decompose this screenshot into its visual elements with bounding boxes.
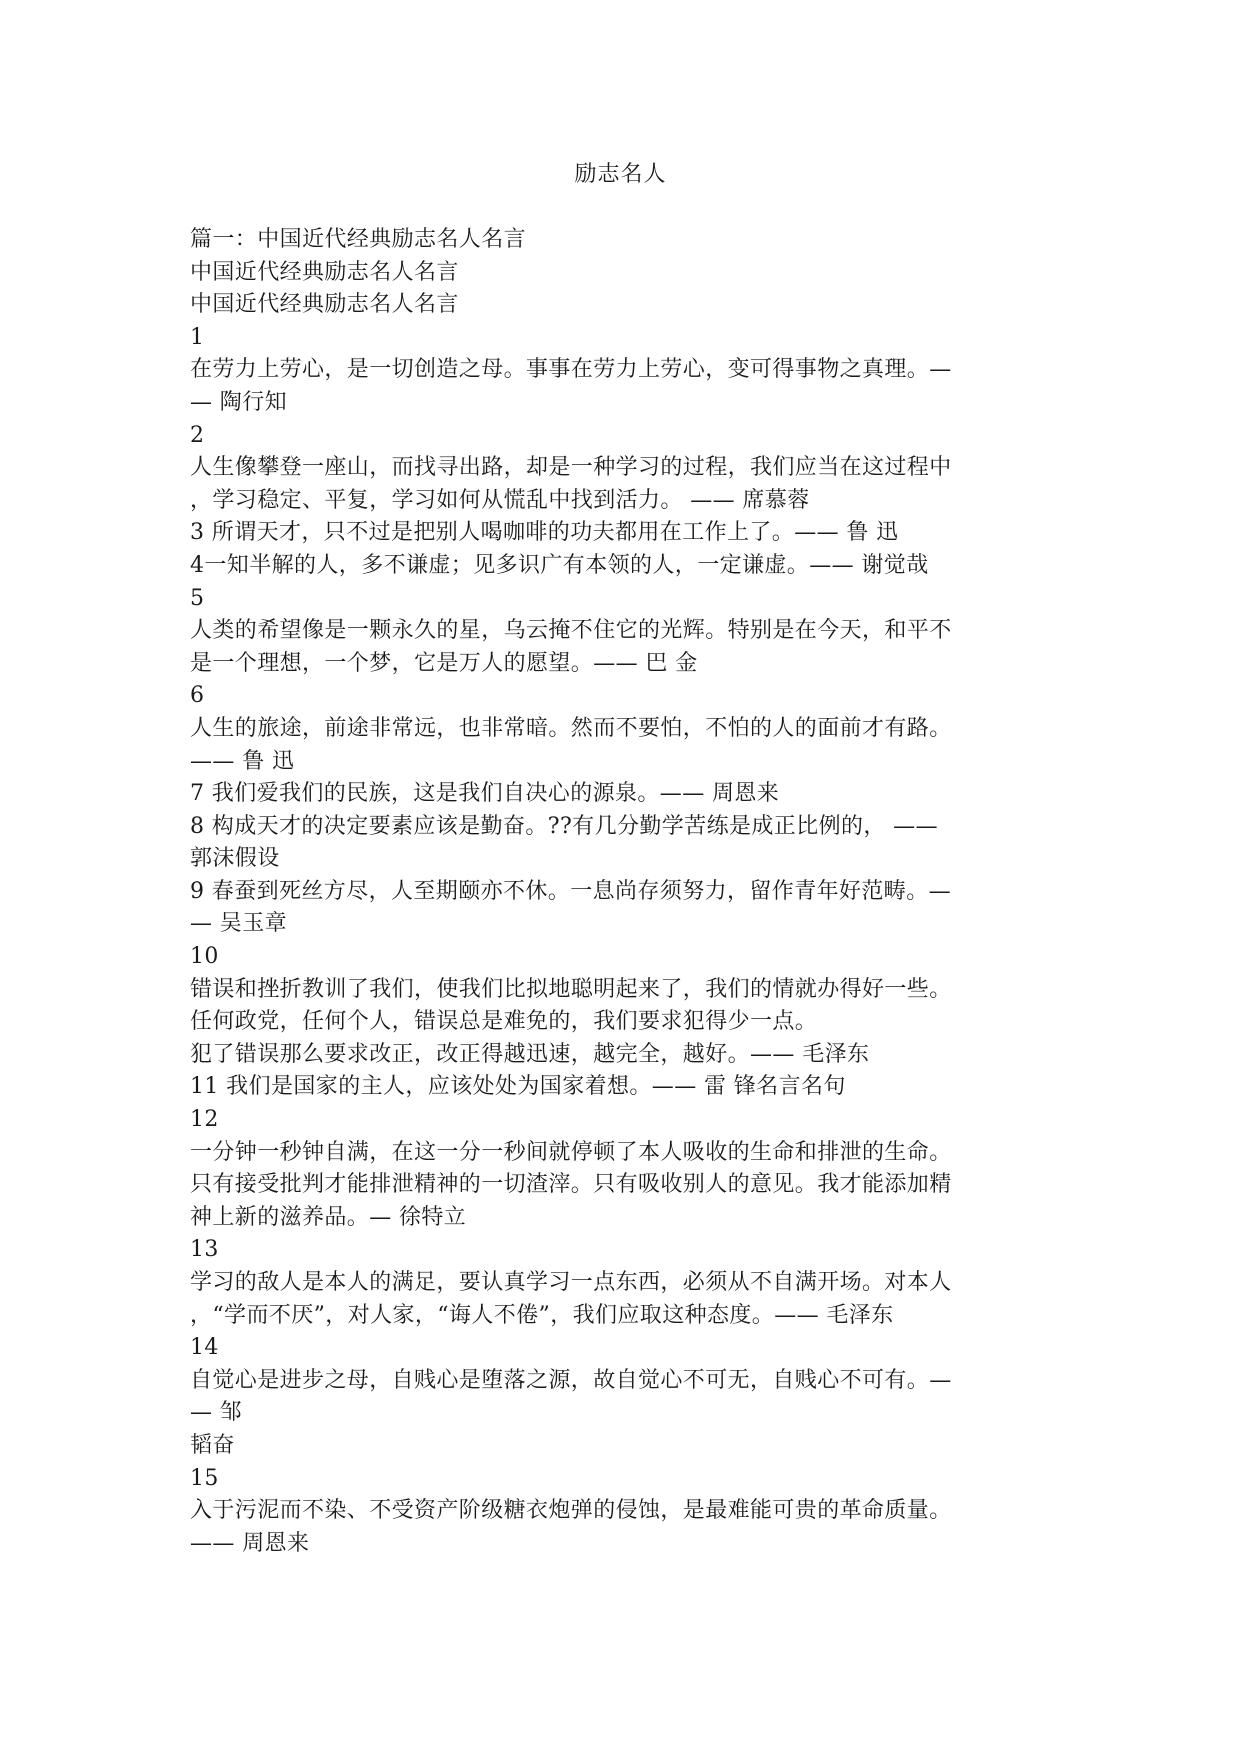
text-line: 9 春蚕到死丝方尽，人至期颐亦不休。一息尚存须努力，留作青年好范畴。— [190, 878, 951, 904]
text-line: 2 [190, 422, 205, 448]
text-line: ，学习稳定、平复，学习如何从慌乱中找到活力。 —— 席慕蓉 [190, 487, 810, 513]
text-line: — 陶行知 [190, 389, 287, 415]
text-line: 1 [190, 324, 205, 350]
text-line: 中国近代经典励志名人名言 [190, 259, 459, 285]
text-line: 10 [190, 944, 219, 970]
text-line: 一分钟一秒钟自满，在这一分一秒间就停顿了本人吸收的生命和排泄的生命。 [190, 1139, 952, 1165]
text-line: — 吴玉章 [190, 911, 287, 937]
text-line: — 邹 [190, 1400, 243, 1426]
text-line: —— 鲁 迅 [190, 748, 295, 774]
text-line: 入于污泥而不染、不受资产阶级糖衣炮弹的侵蚀，是最难能可贵的革命质量。 [190, 1498, 952, 1524]
text-line: 只有接受批判才能排泄精神的一切渣滓。只有吸收别人的意见。我才能添加精 [190, 1172, 952, 1198]
text-line: —— 周恩来 [190, 1530, 310, 1556]
text-line: 人生的旅途，前途非常远，也非常暗。然而不要怕，不怕的人的面前才有路。 [190, 715, 952, 741]
text-line: 中国近代经典励志名人名言 [190, 292, 459, 318]
document-body [190, 224, 1050, 1560]
text-line: 3 所谓天才，只不过是把别人喝咖啡的功夫都用在工作上了。—— 鲁 迅 [190, 520, 899, 546]
text-line: ，“学而不厌”，对人家，“诲人不倦”，我们应取这种态度。—— 毛泽东 [190, 1302, 894, 1328]
text-line: 是一个理想，一个梦，它是万人的愿望。—— 巴 金 [190, 650, 698, 676]
text-line: 学习的敌人是本人的满足，要认真学习一点东西，必须从不自满开场。对本人 [190, 1270, 952, 1295]
text-line: 6 [190, 683, 205, 709]
text-line: 郭沫假设 [190, 846, 280, 872]
text-line: 人类的希望像是一颗永久的星，乌云掩不住它的光辉。特别是在今天，和平不 [190, 618, 952, 644]
text-line: 12 [190, 1107, 219, 1133]
text-line: 13 [190, 1237, 219, 1263]
text-line: 14 [190, 1335, 219, 1361]
text-line: 4一知半解的人，多不谦虚；见多识广有本领的人，一定谦虚。—— 谢觉哉 [190, 552, 929, 578]
text-line: 韬奋 [190, 1432, 235, 1458]
text-line: 15 [190, 1465, 219, 1491]
text-line: 神上新的滋养品。— 徐特立 [190, 1204, 467, 1230]
text-line: 错误和挫折教训了我们，使我们比拟地聪明起来了，我们的情就办得好一些。 [190, 976, 952, 1002]
text-line: 犯了错误那么要求改正，改正得越迅速，越完全，越好。—— 毛泽东 [190, 1041, 870, 1067]
document-title: 励志名人 [574, 162, 667, 187]
text-line: 篇一：中国近代经典励志名人名言 [190, 227, 527, 252]
text-line: 任何政党，任何个人，错误总是难免的，我们要求犯得少一点。 [190, 1009, 818, 1035]
text-line: 自觉心是进步之母，自贱心是堕落之源，故自觉心不可无，自贱心不可有。— [190, 1367, 952, 1393]
text-line: 7 我们爱我们的民族，这是我们自决心的源泉。—— 周恩来 [190, 781, 780, 807]
text-line: 11 我们是国家的主人，应该处处为国家着想。—— 雷 锋名言名句 [190, 1074, 846, 1100]
text-line: 人生像攀登一座山，而找寻出路，却是一种学习的过程，我们应当在这过程中 [190, 455, 952, 481]
text-line: 8 构成天才的决定要素应该是勤奋。??有几分勤学苦练是成正比例的， —— [190, 813, 938, 839]
text-line: 在劳力上劳心，是一切创造之母。事事在劳力上劳心，变可得事物之真理。— [190, 357, 952, 383]
text-line: 5 [190, 585, 205, 611]
